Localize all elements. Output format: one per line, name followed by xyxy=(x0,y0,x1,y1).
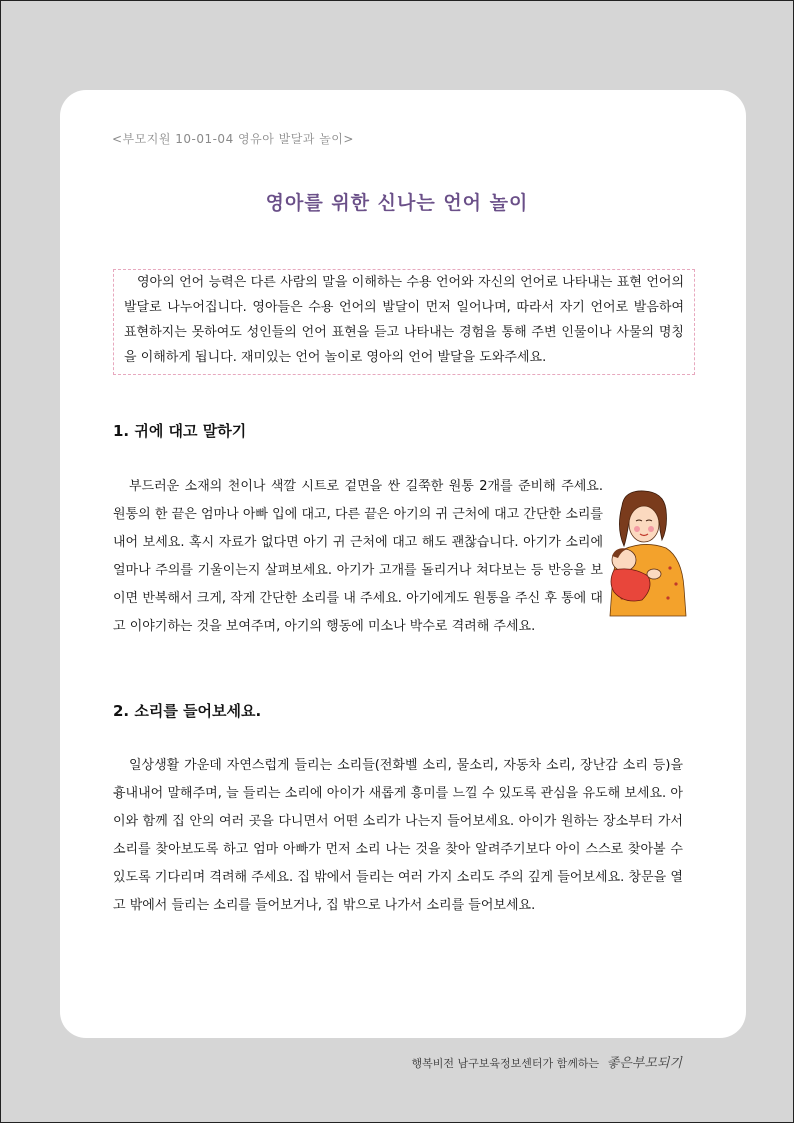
section-heading-2: 2. 소리를 들어보세요. xyxy=(113,702,262,720)
page-title: 영아를 위한 신나는 언어 놀이 xyxy=(265,192,529,214)
footer-text: 행복비전 남구보육정보센터가 함께하는 xyxy=(411,1057,600,1070)
section-1-paragraph xyxy=(113,473,603,641)
intro-box xyxy=(113,269,695,375)
mother-and-baby-illustration xyxy=(602,488,688,618)
document-code: <부모지원 10-01-04 영유아 발달과 놀이> xyxy=(112,132,354,146)
section-2-paragraph xyxy=(113,752,683,920)
intro-text: 영아의 언어 능력은 다른 사람의 말을 이해하는 수용 언어와 자신의 언어로 나타내는 표현 언어의 발달로 나누어집니다. 영아들은 수용 언어의 발달이 먼저 일어나며, 따라서 자기 언어로 발음하여 표현하지는 못하여도 성인들의 언어 표현을 듣고 나타내는 경험을 통해 주변 인물이나 사물의 명칭을 이해하게 됩니다. 재미있는 언어 놀이로 영아의 언어 발달을 도와주세요. xyxy=(124,275,684,365)
footer-brand: 좋은부모되기 xyxy=(606,1056,682,1071)
footer xyxy=(412,1052,683,1071)
section-heading-1: 1. 귀에 대고 말하기 xyxy=(113,422,247,440)
section-1-text: 부드러운 소재의 천이나 색깔 시트로 겉면을 싼 길쭉한 원통 2개를 준비해 주세요. 원통의 한 끝은 엄마나 아빠 입에 대고, 다른 끝은 아기의 귀 근처에 대고 간단한 소리를 내어 보세요. 혹시 자료가 없다면 아기 귀 근처에 대고 해도 괜찮습니다. 아기가 소리에 얼마나 주의를 기울이는지 살펴보세요. 아기가 고개를 돌리거나 쳐다보는 등 반응을 보이면 반복해서 크게, 작게 간단한 소리를 내 주세요. 아기에게도 원통을 주신 후 통에 대고 이야기하는 것을 보여주며, 아기의 행동에 미소나 박수로 격려해 주세요. xyxy=(113,479,603,634)
section-2-text: 일상생활 가운데 자연스럽게 들리는 소리들(전화벨 소리, 물소리, 자동차 소리, 장난감 소리 등)을 흉내내어 말해주며, 늘 들리는 소리에 아이가 새롭게 흥미를 느낄 수 있도록 관심을 유도해 보세요. 아이와 함께 집 안의 여러 곳을 다니면서 어떤 소리가 나는지 들어보세요. 아이가 원하는 장소부터 가서 소리를 찾아보도록 하고 엄마 아빠가 먼저 소리 나는 것을 찾아 알려주기보다 아이 스스로 찾아볼 수 있도록 기다리며 격려해 주세요. 집 밖에서 들리는 여러 가지 소리도 주의 깊게 들어보세요. 창문을 열고 밖에서 들리는 소리를 들어보거나, 집 밖으로 나가서 소리를 들어보세요. xyxy=(113,758,683,913)
